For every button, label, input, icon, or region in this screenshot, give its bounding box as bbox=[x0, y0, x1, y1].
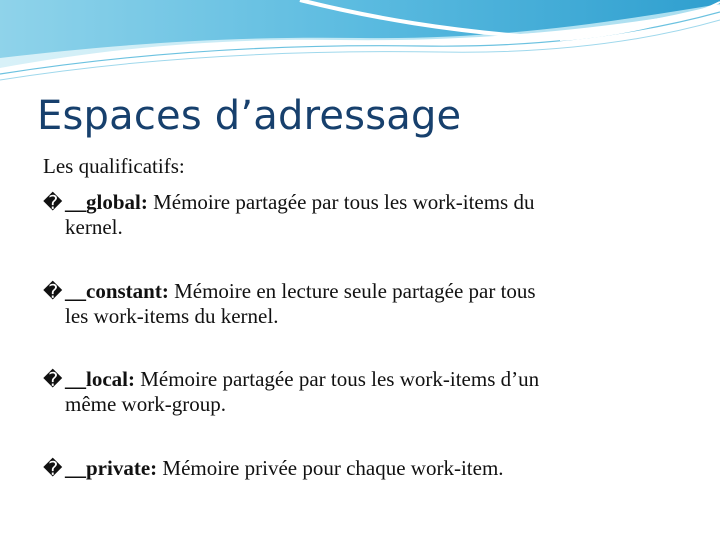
bullet-local bbox=[43, 367, 665, 416]
slide-title: Espaces d’adressage bbox=[37, 93, 462, 139]
bullet-text: Mémoire privée pour chaque work-item. bbox=[157, 456, 504, 480]
bullet-glyph-icon: � bbox=[43, 281, 63, 303]
bullet-continuation: les work-items du kernel. bbox=[65, 304, 279, 328]
bullet-continuation: kernel. bbox=[65, 215, 123, 239]
bullet-term: __constant: bbox=[65, 279, 169, 303]
bullet-term: __local: bbox=[65, 367, 135, 391]
decorative-wave-header bbox=[0, 0, 720, 100]
bullet-glyph-icon: � bbox=[43, 192, 63, 214]
bullet-term: __global: bbox=[65, 190, 148, 214]
bullet-global bbox=[43, 190, 665, 239]
bullet-glyph-icon: � bbox=[43, 369, 63, 391]
bullet-term: __private: bbox=[65, 456, 158, 480]
bullet-constant bbox=[43, 279, 665, 328]
bullet-text: Mémoire en lecture seule partagée par tous bbox=[168, 279, 536, 303]
intro-text: Les qualificatifs: bbox=[43, 154, 185, 178]
bullet-private bbox=[43, 456, 665, 481]
bullet-continuation: même work-group. bbox=[65, 392, 226, 416]
bullet-text: Mémoire partagée par tous les work-items d’un bbox=[134, 367, 540, 391]
bullet-text: Mémoire partagée par tous les work-items du bbox=[147, 190, 535, 214]
bullet-glyph-icon: � bbox=[43, 458, 63, 480]
